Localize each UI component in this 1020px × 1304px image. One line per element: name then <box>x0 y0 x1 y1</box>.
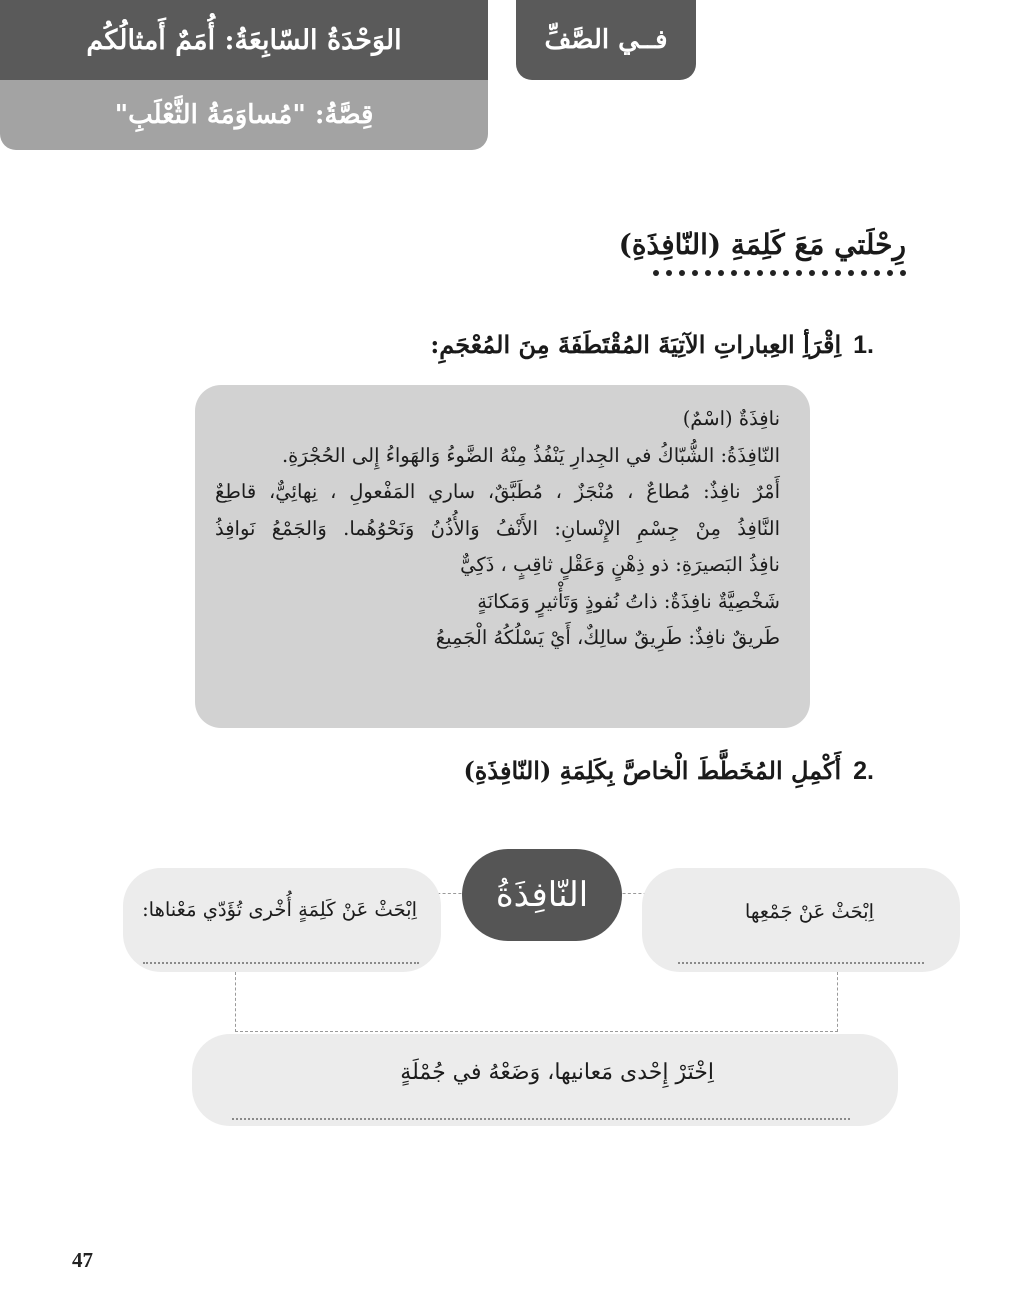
plural-answer-line[interactable] <box>678 962 924 964</box>
synonym-box <box>123 868 441 972</box>
dictionary-line: طَريقٌ نافِذٌ: طَرِيقٌ سالِكٌ، أَيْ يَسْلُكُهُ الْجَمِيعُ <box>435 626 780 649</box>
class-tab-label: فــي الصَّفِّ <box>544 25 668 55</box>
plural-box <box>642 868 960 972</box>
dictionary-excerpt-box <box>195 385 810 728</box>
unit-title: الوَحْدَةُ السّابِعَةُ: أُمَمٌ أَمثالُكُم <box>86 24 402 56</box>
question-2-text: أَكْمِلِ المُخَطَّطَ الْخاصَّ بِكَلِمَةِ (النّافِذَةِ) <box>463 756 842 785</box>
question-1-number: 1. <box>853 331 874 359</box>
center-word: النّافِذَةُ <box>495 875 589 915</box>
page-number: 47 <box>72 1248 93 1272</box>
question-1 <box>430 330 874 360</box>
section-title: رِحْلَتي مَعَ كَلِمَةِ (النّافِذَةِ) <box>618 228 906 261</box>
dictionary-line: نافِذَةٌ (اسْمٌ) <box>682 407 780 430</box>
dictionary-line: شَخْصِيَّةٌ نافِذَةٌ: ذاتُ نُفوذٍ وَتَأْثيرٍ وَمَكانَةٍ <box>477 589 780 613</box>
question-1-text: اِقْرَأِ العِباراتِ الآتِيَةَ المُقْتَطَفَةَ مِنَ المُعْجَمِ: <box>430 330 842 359</box>
title-dotted-underline <box>653 270 906 276</box>
dictionary-line: النَّافِذُ مِنْ جِسْمِ الإِنْسانِ: الأَنْفُ وَالأُذُنُ وَنَحْوُهُما. وَالجَمْعُ نَوافِذُ <box>215 516 780 540</box>
question-2 <box>463 756 874 786</box>
synonym-answer-line[interactable] <box>143 962 419 964</box>
sentence-answer-line[interactable] <box>232 1118 850 1120</box>
class-tab <box>516 0 696 80</box>
sentence-box <box>192 1034 898 1126</box>
connector-line <box>235 1031 838 1032</box>
connector-line <box>837 972 838 1032</box>
dictionary-line: أَمْرٌ نافِذٌ: مُطاعٌ ، مُنْجَزٌ ، مُطَبَّقٌ، ساري المَفْعولِ ، نِهائِيٌّ، قاطِعٌ <box>215 480 780 503</box>
synonym-prompt: اِبْحَثْ عَنْ كَلِمَةٍ أُخْرى تُؤَدّي مَعْناها: <box>142 898 417 921</box>
connector-line <box>235 972 236 1032</box>
question-2-number: 2. <box>853 757 874 785</box>
story-title-bar <box>0 80 488 150</box>
story-title: قِصَّةُ: "مُساوَمَةُ الثَّعْلَبِ" <box>114 100 374 130</box>
unit-title-bar <box>0 0 488 80</box>
dictionary-line: النّافِذَةُ: الشُّبّاكُ في الجِدارِ يَنْفُذُ مِنْهُ الضَّوءُ وَالهَواءُ إِلى الحُجْرَةِ. <box>281 443 780 467</box>
sentence-prompt: اِخْتَرْ إِحْدى مَعانيها، وَضَعْهُ في جُمْلَةٍ <box>400 1060 714 1085</box>
center-word-pill <box>462 849 622 941</box>
dictionary-line: نافِذُ البَصيرَةِ: ذو ذِهْنٍ وَعَقْلٍ ثاقِبٍ ، ذَكِيٌّ <box>460 553 780 576</box>
plural-prompt: اِبْحَثْ عَنْ جَمْعِها <box>744 900 874 923</box>
